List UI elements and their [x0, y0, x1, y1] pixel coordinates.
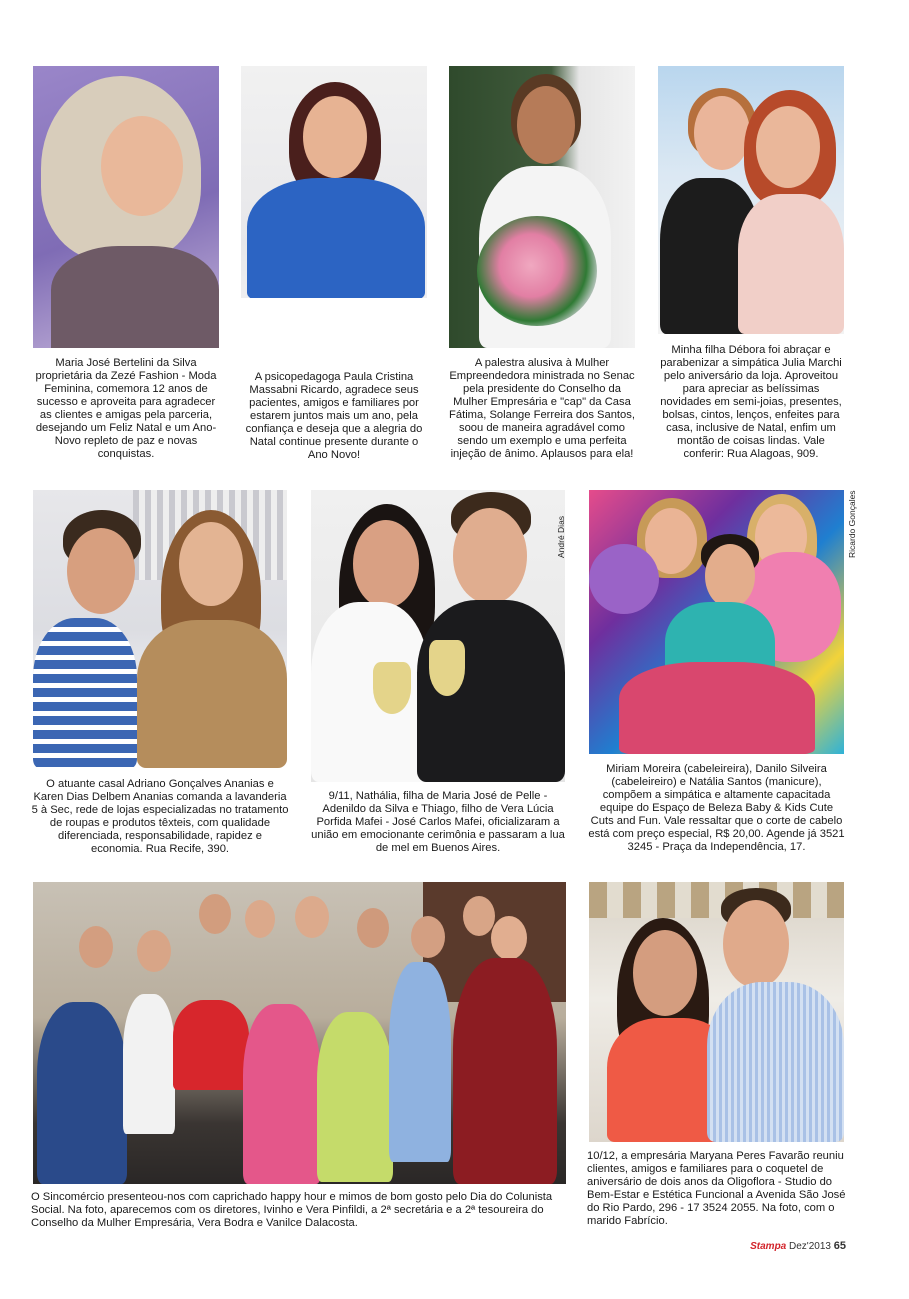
caption-adriano-karen: O atuante casal Adriano Gonçalves Ananias e Karen Dias Delbem Ananias comanda a lavanderia 5 à Sec, rede de lojas especializadas no tratamento de roupas e produtos têxteis, com qualidade diferenciada, responsabilidade, rapidez e economia. Rua Recife, 390.	[31, 778, 289, 855]
person-face	[756, 106, 820, 188]
group-clothing	[123, 994, 175, 1134]
photo-sincomercio-group	[33, 882, 566, 1184]
photo-nathalia-thiago	[311, 490, 565, 782]
group-clothing	[37, 1002, 127, 1184]
caption-salon-team: Miriam Moreira (cabeleireira), Danilo Silveira (cabeleireiro) e Natália Santos (manicure), compõem a simpática e altamente capacitada equipe do Espaço de Beleza Baby & Kids Cute Cuts and Fun. Vale ressaltar que o corte de cabelo está com preço especial, R$ 20,00. Agende já 3521 3245 - Praça da Independência, 17.	[588, 763, 845, 853]
caption-maryana-fabricio: 10/12, a empresária Maryana Peres Favarão reuniu clientes, amigos e familiares para o coquetel de aniversário de dois anos da Oligoflora - Studio do Bem-Estar e Estética Funcional a Avenida São José do Rio Pardo, 296 - 17 3524 2055. Na foto, com o marido Fabrício.	[587, 1150, 846, 1227]
person-face	[463, 896, 495, 936]
photo-paula	[241, 66, 427, 362]
issue-date: Dez'2013	[789, 1241, 831, 1252]
pink-armchair	[619, 662, 815, 754]
caption-debora-julia: Minha filha Débora foi abraçar e parabenizar a simpática Julia Marchi pelo aniversário da loja. Aproveitou para apreciar as belíssimas novidades em semi-joias, presentes, bolsas, cintos, lenços, enfeites para casa, inclusive de Natal, enfim um montão de coisas lindas. Vale conferir: Rua Alagoas, 909.	[660, 344, 842, 460]
photo-debora-julia	[658, 66, 844, 334]
group-clothing	[243, 1004, 321, 1184]
caption-nathalia-thiago: 9/11, Nathália, filha de Maria José de Pelle - Adenildo da Silva e Thiago, filho de Vera Lúcia Porfida Mafei - José Carlos Mafei, oficializaram a união em emocionante cerimônia e passaram a lua de mel em Buenos Aires.	[311, 790, 565, 854]
person-face	[179, 522, 243, 606]
person-face	[705, 544, 755, 608]
person-striped-shirt	[707, 982, 844, 1142]
champagne-glass	[373, 662, 411, 714]
caption-paula: A psicopedagoga Paula Cristina Massabni Ricardo, agradece seus pacientes, amigos e familiares por estarem juntos mais um ano, pela confiança e deseja que a alegria do Natal continue presente durante o Ano Novo!	[245, 371, 423, 461]
person-face	[491, 916, 527, 960]
person-face	[137, 930, 171, 972]
caption-sincomercio: O Sincomércio presenteou-nos com caprichado happy hour e mimos de bom gosto pelo Dia do Colunista Social. Na foto, aparecemos com os diretores, Ivinho e Vera Pinfildi, a 2ª secretária e a 2ª tesoureira do Conselho da Mulher Empresária, Vera Bodra e Vanilce Dalacosta.	[31, 1191, 553, 1229]
group-clothing	[317, 1012, 393, 1182]
group-clothing	[453, 958, 557, 1184]
person-face	[303, 96, 367, 178]
person-blouse	[247, 178, 425, 300]
group-clothing	[389, 962, 451, 1162]
table-surface	[241, 298, 427, 362]
person-face	[357, 908, 389, 948]
person-face	[245, 900, 275, 938]
person-blouse	[51, 246, 219, 348]
page-footer	[750, 1240, 846, 1252]
photo-solange	[449, 66, 635, 348]
photo-credit-ricardo: Ricardo Gonçales	[847, 490, 857, 558]
person-top-pink	[738, 194, 844, 334]
photo-salon-team	[589, 490, 844, 754]
person-face	[694, 96, 750, 170]
person-face	[101, 116, 183, 216]
flower-bouquet	[477, 216, 597, 326]
person-face	[723, 900, 789, 988]
christmas-decor	[589, 882, 844, 918]
person-face	[67, 528, 135, 614]
photo-maria-jose	[33, 66, 219, 348]
person-face	[295, 896, 329, 938]
person-face	[517, 86, 575, 164]
person-face	[199, 894, 231, 934]
person-blouse	[137, 620, 287, 768]
photo-credit-andre: André Dias	[556, 515, 566, 558]
feather-boa	[589, 544, 659, 614]
person-wedding-dress	[311, 602, 429, 782]
caption-maria-jose: Maria José Bertelini da Silva proprietária da Zezé Fashion - Moda Feminina, comemora 12 anos de sucesso e aproveita para agradecer as clientes e amigas pela parceria, desejando um Feliz Natal e um Ano-Novo repleto de paz e novas conquistas.	[35, 357, 217, 460]
person-face	[453, 508, 527, 604]
caption-solange: A palestra alusiva à Mulher Empreendedora ministrada no Senac pela presidente do Conselho da Mulher Empresária e "cap" da Casa Fátima, Solange Ferreira dos Santos, soou de maneira agradável como sendo um exemplo e uma perfeita injeção de ânimo. Aplausos para ela!	[449, 357, 635, 460]
photo-adriano-karen	[33, 490, 287, 768]
group-clothing	[173, 1000, 249, 1090]
person-face	[79, 926, 113, 968]
person-face	[353, 520, 419, 608]
magazine-brand: Stampa	[750, 1241, 787, 1252]
page-number: 65	[833, 1240, 846, 1252]
champagne-glass	[429, 640, 465, 696]
photo-maryana-fabricio	[589, 882, 844, 1142]
person-striped-shirt	[33, 618, 137, 768]
person-face	[633, 930, 697, 1016]
person-face	[411, 916, 445, 958]
